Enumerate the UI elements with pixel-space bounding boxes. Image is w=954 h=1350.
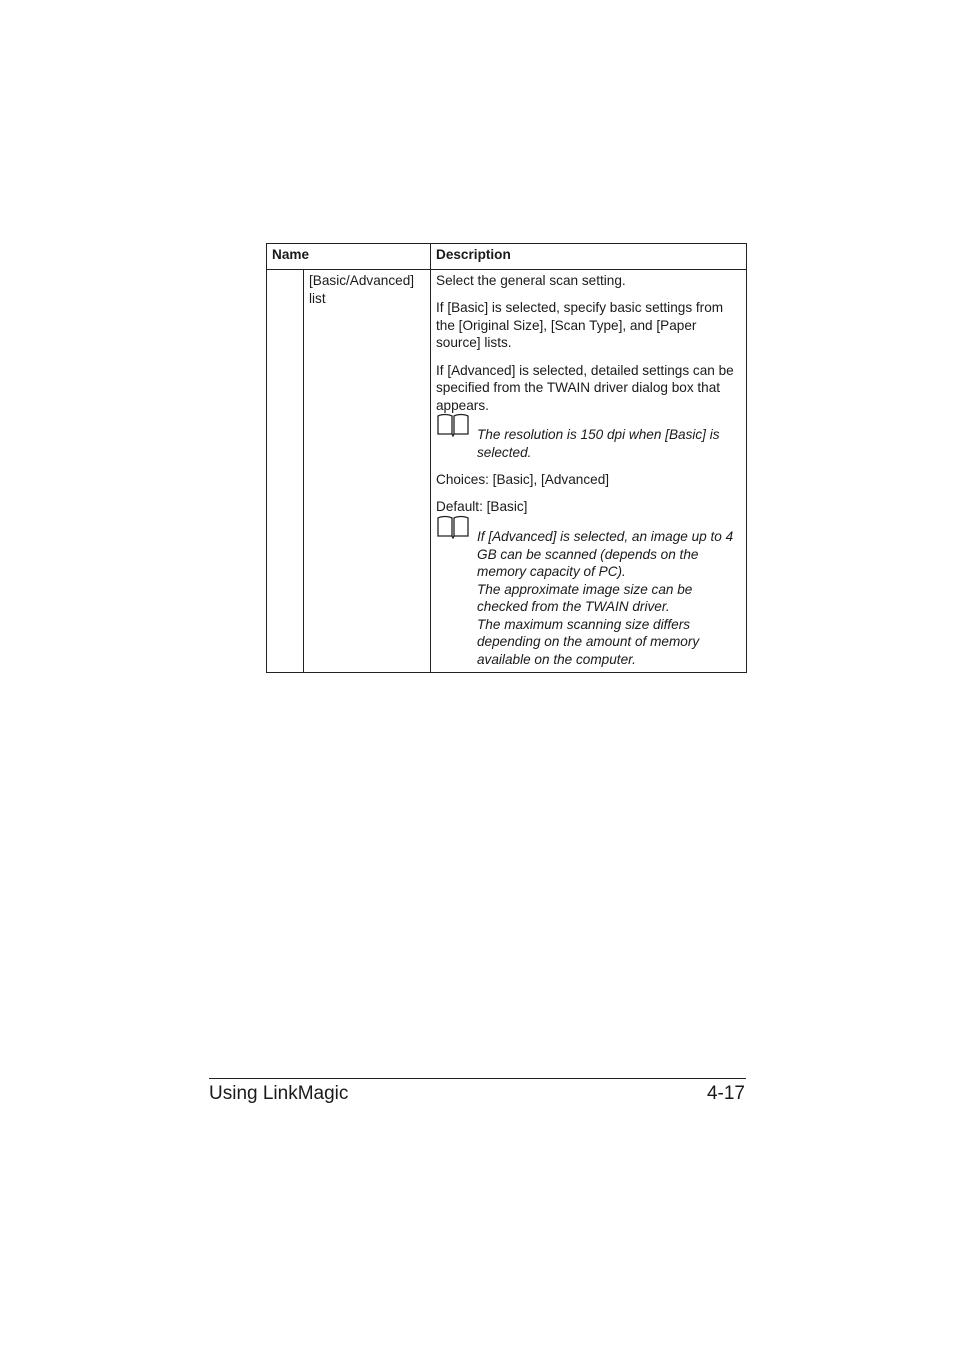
table-row <box>267 270 747 673</box>
name-column-header: Name <box>267 244 431 270</box>
indent-cell <box>267 270 304 673</box>
description-paragraph: If [Advanced] is selected, detailed settings can be specified from the TWAIN driver dialog box that appears. <box>436 362 734 413</box>
note-text: The approximate image size can be checked from the TWAIN driver. <box>477 581 693 615</box>
description-paragraph: If [Basic] is selected, specify basic settings from the [Original Size], [Scan Type], and [Paper source] lists. <box>436 300 724 351</box>
note-text: If [Advanced] is selected, an image up to 4 GB can be scanned (depends on the memory capacity of PC). <box>477 528 734 580</box>
footer-section-title: Using LinkMagic <box>209 1083 349 1104</box>
setting-name: [Basic/Advanced] list <box>304 270 431 673</box>
description-column-header: Description <box>431 244 747 270</box>
choices-text: Choices: [Basic], [Advanced] <box>436 472 610 488</box>
table-header-row <box>267 244 747 270</box>
book-note-icon <box>436 515 470 539</box>
footer-divider <box>209 1078 746 1079</box>
default-text: Default: [Basic] <box>436 499 528 515</box>
settings-table <box>266 243 747 673</box>
note <box>436 426 741 461</box>
note-text: The maximum scanning size differs depending on the amount of memory available on the computer. <box>477 616 700 668</box>
setting-description <box>431 270 747 673</box>
note <box>436 528 741 669</box>
note-text: The resolution is 150 dpi when [Basic] is selected. <box>477 427 720 460</box>
book-note-icon <box>436 413 470 437</box>
page-number: 4-17 <box>706 1083 745 1104</box>
description-paragraph: Select the general scan setting. <box>436 273 626 288</box>
